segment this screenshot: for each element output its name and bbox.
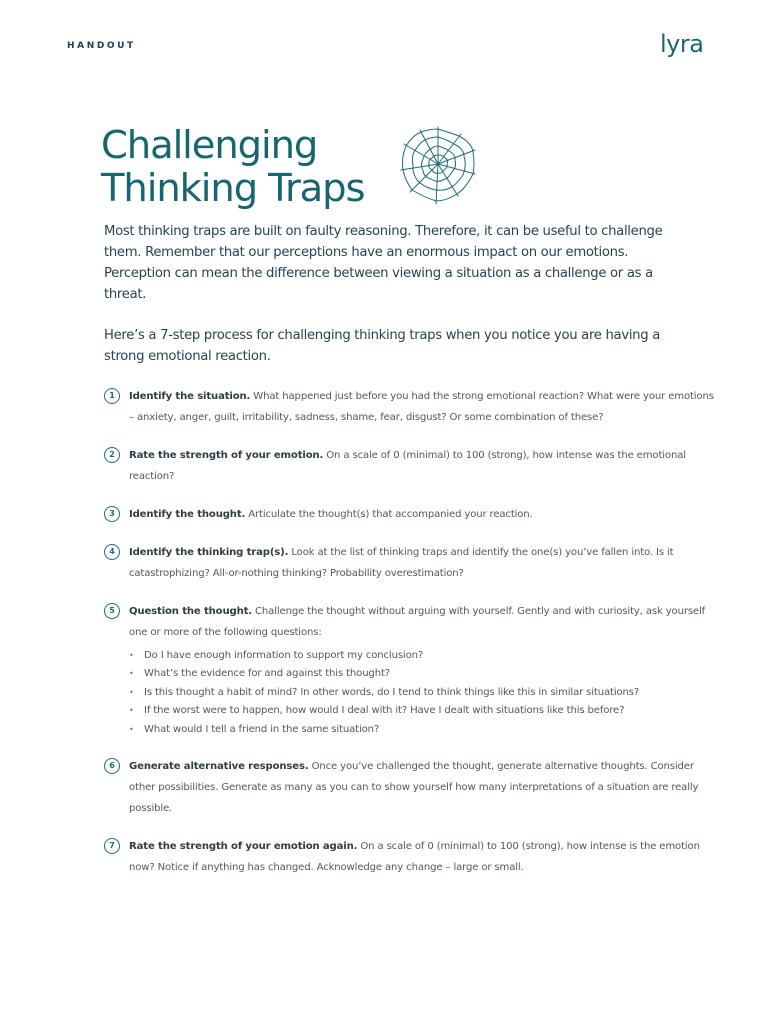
- steps-list: [104, 386, 714, 878]
- step-body: On a scale of 0 (minimal) to 100 (strong), how intense is the emotion now? Notice if anything has changed. Acknowledge any change – large or small.: [129, 841, 700, 874]
- question-item: • Is this thought a habit of mind? In other words, do I tend to think things like this in similar situations?: [129, 684, 714, 702]
- step-number-badge: 6: [104, 758, 120, 774]
- step-body: Challenge the thought without arguing with yourself. Gently and with curiosity, ask yourself one or more of the following questions:: [129, 606, 706, 638]
- question-item: • If the worst were to happen, how would I deal with it? Have I dealt with situations like this before?: [129, 702, 714, 720]
- spider-web-icon: [396, 124, 480, 208]
- step-item: [104, 601, 714, 739]
- step-item: [104, 386, 714, 428]
- step-item: [104, 756, 714, 819]
- intro-paragraph-2: Here’s a 7-step process for challenging thinking traps when you notice you are having a strong emotional reaction.: [104, 328, 660, 364]
- step-body: Articulate the thought(s) that accompanied your reaction.: [248, 509, 533, 520]
- step-heading: Question the thought.: [129, 606, 252, 617]
- step-body: Once you’ve challenged the thought, generate alternative thoughts. Consider other possibilities. Generate as many as you can to show yourself how many interpretations of a situation are really possible.: [129, 761, 699, 815]
- step-item: [104, 504, 714, 525]
- handout-label: HANDOUT: [67, 41, 136, 51]
- step-heading: Generate alternative responses.: [129, 761, 309, 773]
- step-number-badge: 4: [104, 544, 120, 560]
- step-number-badge: 7: [104, 838, 120, 854]
- question-item: • Do I have enough information to support my conclusion?: [129, 647, 714, 665]
- question-item: • What would I tell a friend in the same situation?: [129, 721, 714, 739]
- step-body: What happened just before you had the strong emotional reaction? What were your emotions – anxiety, anger, guilt, irritability, sadness, shame, fear, disgust? Or some combination of these?: [129, 391, 714, 423]
- question-item: • What’s the evidence for and against this thought?: [129, 665, 714, 683]
- step-item: [104, 542, 714, 584]
- step-item: [104, 445, 714, 487]
- step-number-badge: 1: [104, 388, 120, 404]
- question-list: [129, 647, 714, 739]
- step-body: On a scale of 0 (minimal) to 100 (strong), how intense was the emotional reaction?: [129, 450, 686, 482]
- intro-text: [104, 221, 684, 367]
- step-body: Look at the list of thinking traps and identify the one(s) you’ve fallen into. Is it catastrophizing? All-or-nothing thinking? Probability overestimation?: [129, 547, 674, 579]
- title-line-1: Challenging: [101, 123, 318, 168]
- intro-paragraph-1: Most thinking traps are built on faulty reasoning. Therefore, it can be useful to challenge them. Remember that our perceptions have an enormous impact on our emotions. Perception can mean the difference between viewing a situation as a challenge or as a threat.: [104, 224, 663, 302]
- step-number-badge: 3: [104, 506, 120, 522]
- step-heading: Rate the strength of your emotion again.: [129, 841, 358, 853]
- lyra-logo: lyra: [660, 30, 704, 58]
- step-heading: Identify the thinking trap(s).: [129, 547, 289, 558]
- step-heading: Identify the thought.: [129, 509, 246, 520]
- step-heading: Identify the situation.: [129, 391, 251, 402]
- step-number-badge: 5: [104, 603, 120, 619]
- step-item: [104, 836, 714, 878]
- step-heading: Rate the strength of your emotion.: [129, 450, 324, 461]
- step-number-badge: 2: [104, 447, 120, 463]
- page-title: [101, 124, 364, 210]
- title-line-2: Thinking Traps: [101, 166, 365, 211]
